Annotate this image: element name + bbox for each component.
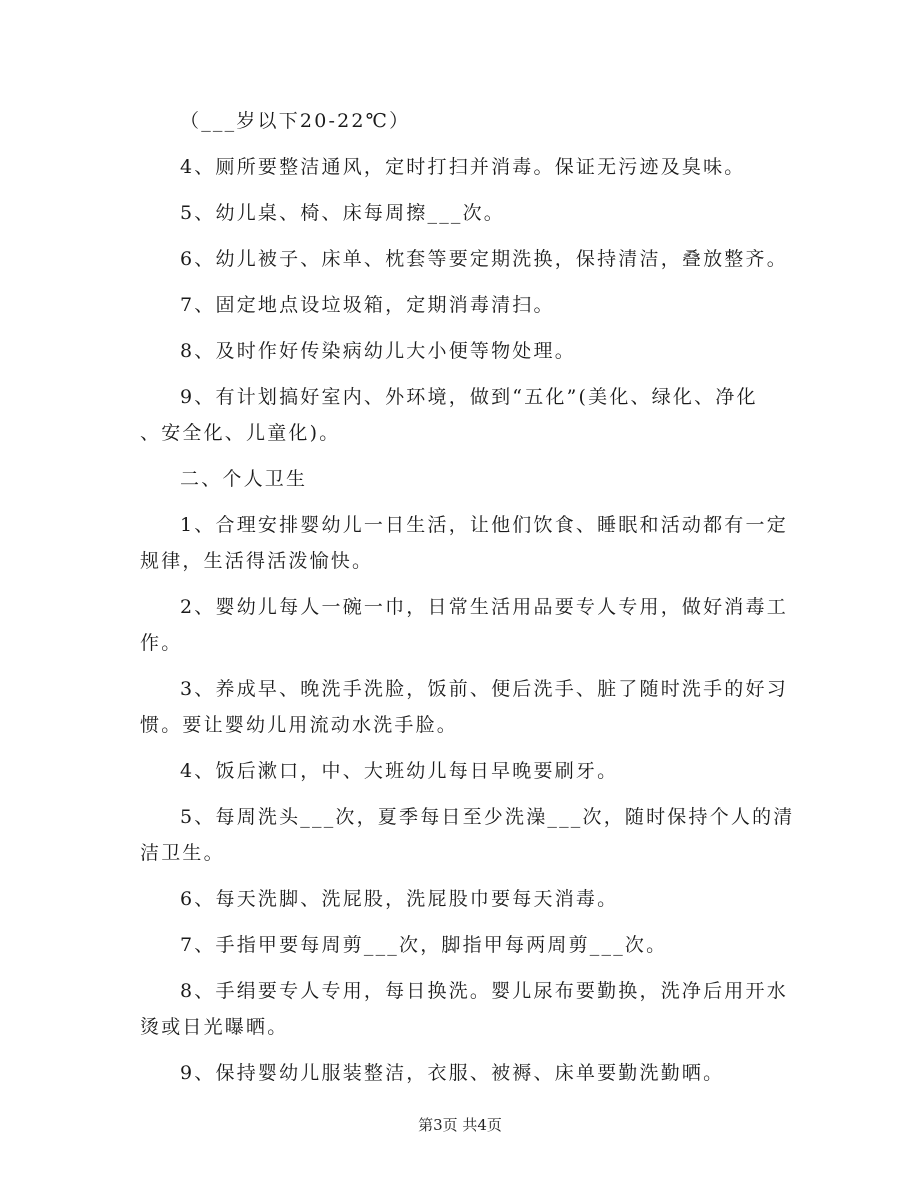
paragraph-line: （___岁以下20-22℃） — [180, 110, 411, 132]
paragraph-line: 9、有计划搞好室内、外环境，做到“五化”(美化、绿化、净化 — [180, 386, 758, 408]
paragraph-line: 、安全化、儿童化)。 — [140, 422, 341, 444]
paragraph-line: 规律，生活得活泼愉快。 — [140, 550, 374, 572]
paragraph-line: 8、及时作好传染病幼儿大小便等物处理。 — [180, 340, 576, 362]
paragraph-line: 5、每周洗头___次，夏季每日至少洗澡___次，随时保持个人的清 — [180, 806, 795, 828]
paragraph-line: 6、幼儿被子、床单、枕套等要定期洗换，保持清洁，叠放整齐。 — [180, 248, 788, 270]
paragraph-line: 8、手绢要专人专用，每日换洗。婴儿尿布要勤换，洗净后用开水 — [180, 980, 788, 1002]
paragraph-line: 6、每天洗脚、洗屁股，洗屁股巾要每天消毒。 — [180, 888, 619, 910]
paragraph-line: 7、固定地点设垃圾箱，定期消毒清扫。 — [180, 294, 555, 316]
paragraph-line: 3、养成早、晚洗手洗脸，饭前、便后洗手、脏了随时洗手的好习 — [180, 678, 788, 700]
paragraph-line: 二、个人卫生 — [180, 468, 308, 490]
paragraph-line: 2、婴幼儿每人一碗一巾，日常生活用品要专人专用，做好消毒工 — [180, 596, 788, 618]
paragraph-line: 4、饭后漱口，中、大班幼儿每日早晚要刷牙。 — [180, 760, 619, 782]
paragraph-line: 烫或日光曝晒。 — [140, 1016, 289, 1038]
paragraph-line: 1、合理安排婴幼儿一日生活，让他们饮食、睡眠和活动都有一定 — [180, 514, 788, 536]
paragraph-line: 洁卫生。 — [140, 842, 225, 864]
paragraph-line: 作。 — [140, 632, 183, 654]
page-footer: 第3页 共4页 — [418, 1116, 502, 1134]
paragraph-line: 5、幼儿桌、椅、床每周擦___次。 — [180, 202, 505, 224]
paragraph-line: 7、手指甲要每周剪___次，脚指甲每两周剪___次。 — [180, 934, 668, 956]
paragraph-line: 9、保持婴幼儿服装整洁，衣服、被褥、床单要勤洗勤晒。 — [180, 1062, 725, 1084]
paragraph-line: 惯。要让婴幼儿用流动水洗手脸。 — [140, 714, 459, 736]
paragraph-line: 4、厕所要整洁通风，定时打扫并消毒。保证无污迹及臭味。 — [180, 156, 746, 178]
